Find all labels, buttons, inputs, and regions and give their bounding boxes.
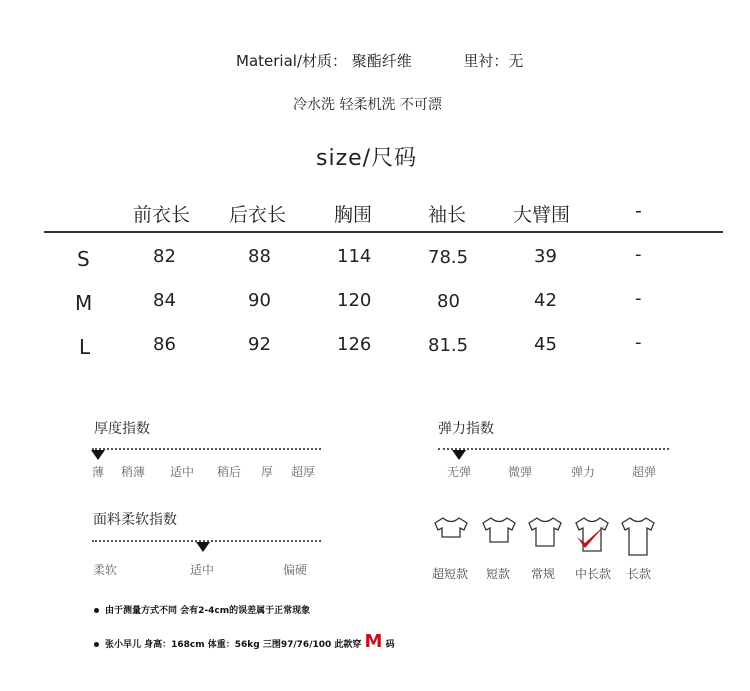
scale-label: 适中	[190, 563, 215, 577]
bullet-icon	[94, 642, 99, 647]
table-divider	[44, 231, 723, 233]
elasticity-title: 弹力指数	[438, 421, 494, 437]
size-label: M	[75, 291, 93, 315]
scale-label: 稍后	[217, 465, 242, 479]
elasticity-marker-icon	[452, 450, 466, 460]
thickness-scale-line	[92, 448, 321, 450]
thickness-marker-icon	[91, 450, 105, 460]
table-cell: 86	[153, 334, 176, 355]
table-cell: 81.5	[428, 335, 469, 356]
thickness-title: 厚度指数	[94, 421, 150, 437]
shirt-cropped-icon	[431, 515, 471, 545]
table-cell: 78.5	[428, 247, 469, 268]
header-upper-arm: 大臂围	[513, 204, 571, 226]
table-cell: 114	[337, 246, 372, 267]
scale-label: 超厚	[291, 465, 316, 479]
scale-label: 适中	[170, 465, 195, 479]
softness-marker-icon	[196, 542, 210, 552]
scale-label: 无弹	[447, 465, 472, 479]
table-cell: -	[635, 288, 642, 309]
table-cell: -	[635, 332, 642, 353]
scale-label: 超弹	[632, 465, 657, 479]
length-label: 中长款	[575, 567, 612, 581]
table-cell: 88	[248, 246, 271, 267]
scale-label: 弹力	[571, 465, 596, 479]
header-blank: -	[635, 200, 642, 222]
table-cell: 92	[248, 334, 271, 355]
note-measurement	[94, 603, 310, 616]
scale-label: 柔软	[93, 563, 118, 577]
note-model-suffix: 码	[385, 640, 395, 650]
header-front-length: 前衣长	[133, 204, 191, 226]
elasticity-scale-line	[438, 448, 669, 450]
note-model	[94, 631, 395, 652]
bullet-icon	[94, 608, 99, 613]
scale-label: 微弹	[508, 465, 533, 479]
table-cell: 90	[248, 290, 271, 311]
header-sleeve: 袖长	[428, 204, 467, 226]
table-cell: 82	[153, 246, 176, 267]
scale-label: 薄	[92, 465, 105, 479]
shirt-long-icon	[618, 515, 658, 559]
softness-title: 面料柔软指数	[93, 512, 177, 528]
model-size: M	[364, 631, 383, 652]
scale-label: 稍薄	[121, 465, 146, 479]
material-line	[236, 50, 523, 71]
table-cell: -	[635, 244, 642, 265]
table-cell: 120	[337, 290, 372, 311]
lining-text: 里衬：无	[463, 52, 524, 70]
scale-label: 厚	[261, 465, 274, 479]
table-cell: 80	[437, 291, 460, 312]
shirt-regular-icon	[525, 515, 565, 551]
length-label: 长款	[627, 567, 652, 581]
header-chest: 胸围	[334, 204, 373, 226]
material-value: 聚酯纤维	[351, 52, 412, 70]
material-label: Material/材质：	[236, 52, 347, 70]
length-label: 常规	[531, 567, 556, 581]
note-measurement-text: 由于测量方式不同 会有2-4cm的误差属于正常现象	[105, 606, 311, 616]
table-cell: 45	[534, 334, 557, 355]
shirt-midlength-icon	[572, 515, 612, 557]
note-model-text: 张小早儿 身高：168cm 体重：56kg 三围97/76/100 此款穿	[105, 640, 362, 650]
length-label: 超短款	[432, 567, 469, 581]
table-cell: 39	[534, 246, 557, 267]
table-cell: 126	[337, 334, 372, 355]
length-label: 短款	[486, 567, 511, 581]
care-instructions: 冷水洗 轻柔机洗 不可漂	[293, 97, 442, 113]
table-cell: 42	[534, 290, 557, 311]
size-label: S	[77, 247, 90, 271]
header-back-length: 后衣长	[229, 204, 287, 226]
size-label: L	[79, 335, 91, 359]
scale-label: 偏硬	[283, 563, 308, 577]
size-title: size/尺码	[316, 146, 418, 171]
shirt-short-icon	[479, 515, 519, 549]
table-cell: 84	[153, 290, 176, 311]
